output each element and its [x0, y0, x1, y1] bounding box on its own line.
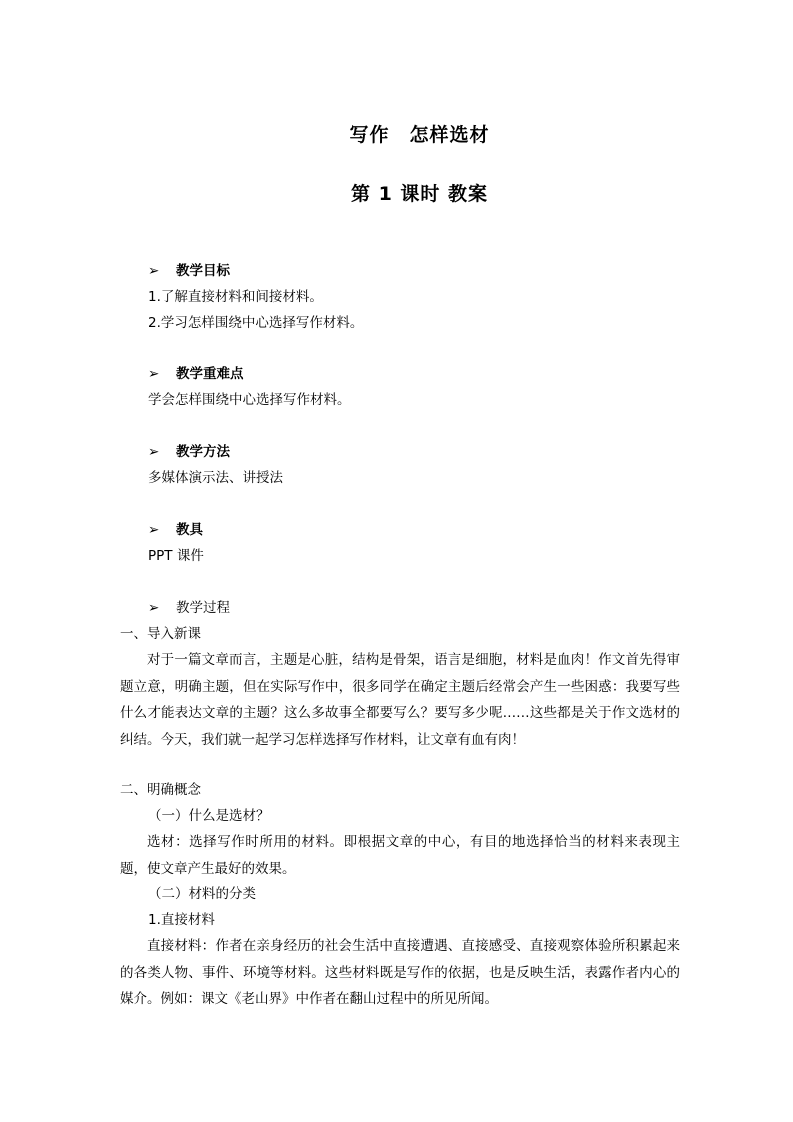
key-points-text: 学会怎样围绕中心选择写作材料。: [148, 392, 351, 408]
section2-q2-sub1: 1.直接材料: [148, 912, 215, 928]
goal-item-1: 1.了解直接材料和间接材料。: [148, 289, 323, 305]
section1-title: 一、导入新课: [120, 626, 201, 642]
methods-text: 多媒体演示法、讲授法: [148, 470, 283, 486]
arrow-bullet-icon: ➢: [148, 263, 160, 279]
section1-paragraph: 对于一篇文章而言，主题是心脏，结构是骨架，语言是细胞，材料是血肉！作文首先得审题立意，明确主题，但在实际写作中，很多同学在确定主题后经常会产生一些困惑：我要写些什么才能表达文章的主题？这么多故事全都要写么？要写多少呢……这些都是关于作文选材的纠结。今天，我们就一起学习怎样选择写作材料，让文章有血有肉！: [120, 652, 680, 748]
methods-heading: [148, 442, 230, 462]
tools-text: PPT 课件: [148, 548, 204, 564]
process-heading: [148, 598, 230, 618]
arrow-bullet-icon: ➢: [148, 366, 160, 382]
section2-title: 二、明确概念: [120, 782, 201, 798]
key-points-heading: [148, 364, 244, 384]
tools-heading: [148, 520, 203, 540]
goals-heading-text: 教学目标: [176, 263, 230, 279]
arrow-bullet-icon: ➢: [148, 444, 160, 460]
tools-heading-text: 教具: [176, 522, 203, 538]
section2-q2-sub1-paragraph: 直接材料：作者在亲身经历的社会生活中直接遭遇、直接感受、直接观察体验所积累起来的各类人物、事件、环境等材料。这些材料既是写作的依据，也是反映生活，表露作者内心的媒介。例如：课文《老山界》中作者在翻山过程中的所见所闻。: [120, 938, 680, 1007]
section2-q1: （一）什么是选材？: [148, 808, 270, 824]
process-heading-text: 教学过程: [176, 600, 230, 616]
goal-item-2: 2.学习怎样围绕中心选择写作材料。: [148, 315, 364, 331]
arrow-bullet-icon: ➢: [148, 600, 160, 616]
arrow-bullet-icon: ➢: [148, 522, 160, 538]
section2-q2: （二）材料的分类: [148, 886, 256, 902]
section2-q1-paragraph: 选材：选择写作时所用的材料。即根据文章的中心，有目的地选择恰当的材料来表现主题，使文章产生最好的效果。: [120, 834, 680, 877]
document-subtitle: 第 1 课时 教案: [350, 183, 489, 205]
key-points-heading-text: 教学重难点: [176, 366, 244, 382]
document-title: 写作 怎样选材: [349, 124, 490, 146]
methods-heading-text: 教学方法: [176, 444, 230, 460]
goals-heading: [148, 261, 230, 281]
